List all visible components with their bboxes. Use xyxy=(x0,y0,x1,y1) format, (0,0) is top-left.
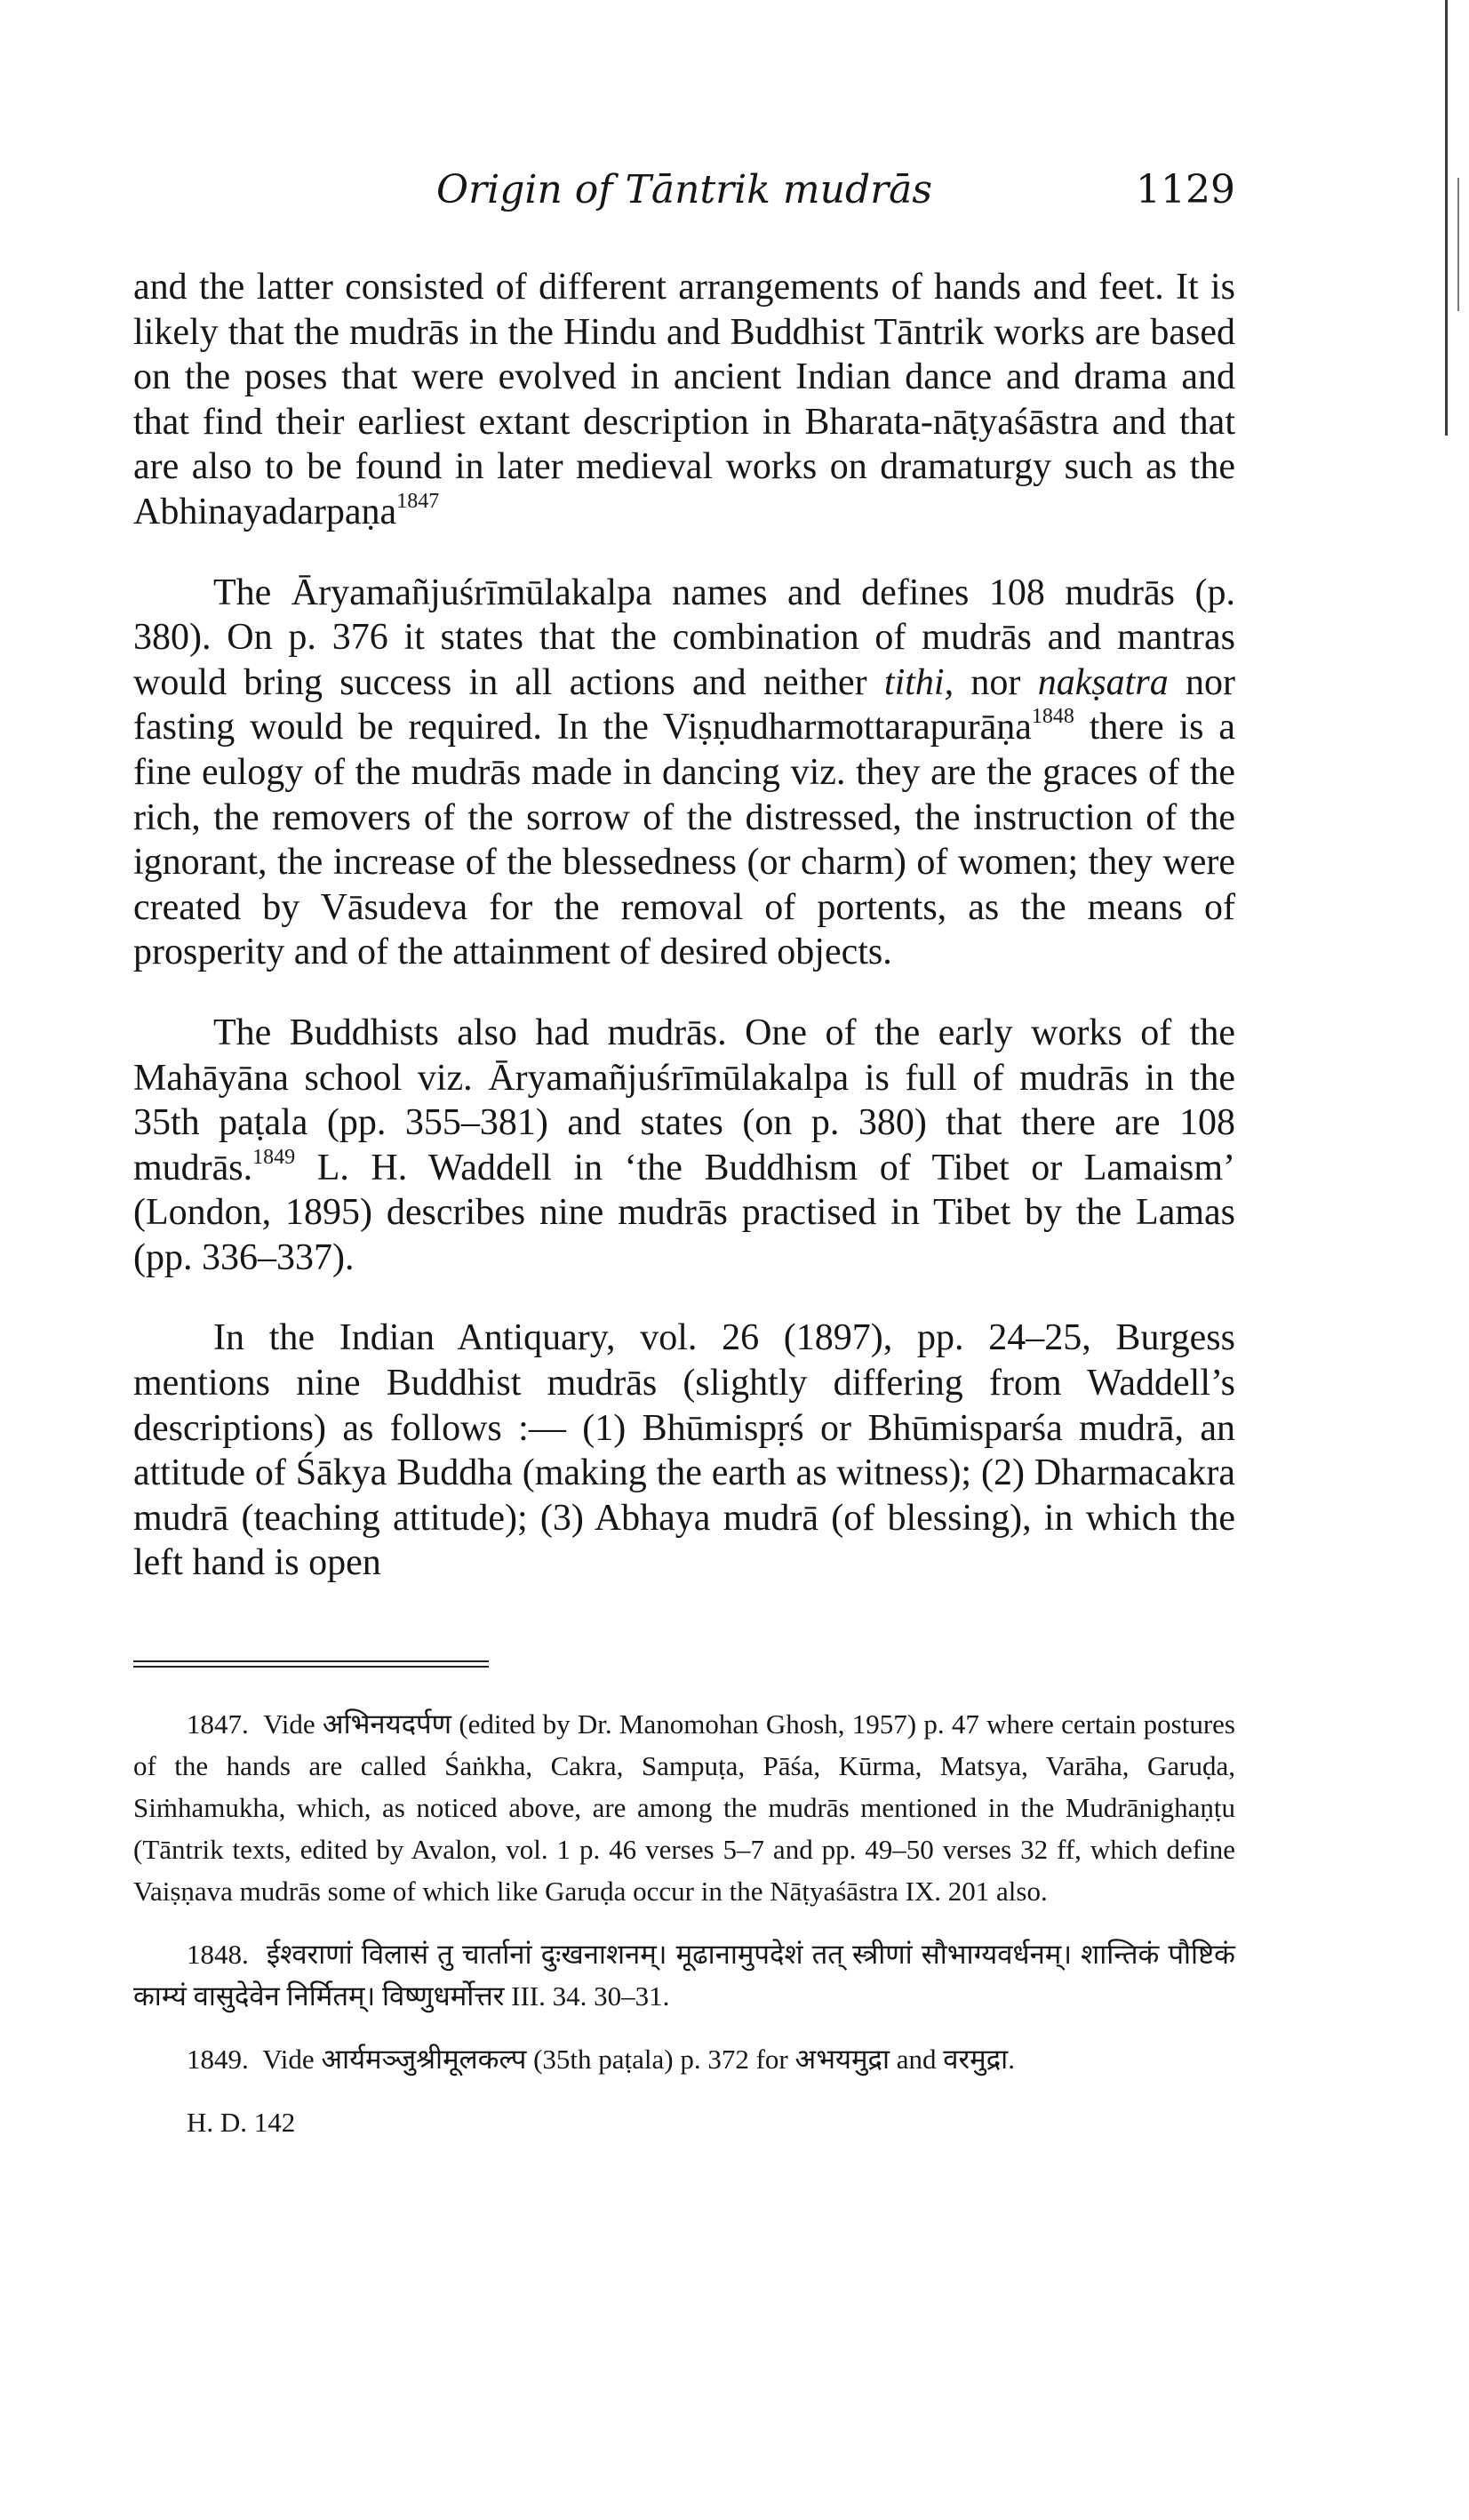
main-text xyxy=(133,265,1235,1621)
page-edge-line xyxy=(1445,0,1448,436)
footnote-number: 1847. xyxy=(187,1708,249,1740)
footnote-number: 1848. xyxy=(187,1939,249,1970)
footnote-ref: 1848 xyxy=(1031,705,1074,729)
running-header xyxy=(133,167,1235,220)
paragraph: The Āryamañjuśrīmūlakalpa names and defines 108 mudrās (p. 380). On p. 376 it states that the combination of mudrās and mantras would bring success in all actions and neither tithi, nor nakṣatra nor fasting would be required. In the Viṣṇudharmottarapurāṇa$^{1848}$ there is a fine eulogy of the mudrās made in dancing viz. they are the graces of the rich, the removers of the sorrow of the distressed, the instruction of the ignorant, the increase of the blessedness (or charm) of women; they were created by Vāsudeva for the removal of portents, as the means of prosperity and of the attainment of desired objects. xyxy=(133,572,1235,973)
footnote xyxy=(133,2038,1235,2080)
footnote-ref: 1847 xyxy=(396,489,440,513)
footnote-ref: 1849 xyxy=(252,1145,296,1169)
footnote xyxy=(133,1933,1235,2017)
footnote-separator xyxy=(133,1660,489,1668)
paragraph: The Buddhists also had mudrās. One of the early works of the Mahāyāna school viz. Āryamañjuśrīmūlakalpa is full of mudrās in the 35th paṭala (pp. 355–381) and states (on p. 380) that there are 108 mudrās.$^{1849}$ L. H. Waddell in ‘the Buddhism of Tibet or Lamaism’ (London, 1895) describes nine mudrās practised in Tibet by the Lamas (pp. 336–337). xyxy=(133,1012,1235,1278)
footnote-text: Vide अभिनयदर्पण (edited by Dr. Manomohan Ghosh, 1957) p. 47 where certain postures of the hands are called Śaṅkha, Cakra, Sampuṭa, Pāśa, Kūrma, Matsya, Varāha, Garuḍa, Siṁhamukha, which, as noticed above, are among the mudrās mentioned in the Mudrānighaṇṭu (Tāntrik texts, edited by Avalon, vol. 1 p. 46 verses 5–7 and pp. 49–50 verses 32 ff, which define Vaiṣṇava mudrās some of which like Garuḍa occur in the Nāṭyaśāstra IX. 201 also. xyxy=(133,1708,1235,1907)
page-edge-line xyxy=(1457,178,1459,311)
paragraph: In the Indian Antiquary, vol. 26 (1897), pp. 24–25, Burgess mentions nine Buddhist mudrās (slightly differing from Waddell’s descriptions) as follows :— (1) Bhūmispṛś or Bhūmisparśa mudrā, an attitude of Śākya Buddha (making the earth as witness); (2) Dharmacakra mudrā (teaching attitude); (3) Abhaya mudrā (of blessing), in which the left hand is open xyxy=(133,1317,1235,1584)
signature-mark: H. D. 142 xyxy=(187,2107,296,2138)
footnote-text: ईश्वराणां विलासं तु चार्तानां दुःखनाशनम्। मूढानामुपदेशं तत् स्त्रीणां सौभाग्यवर्धनम्। शान्तिकं पौष्टिकं काम्यं वासुदेवेन निर्मितम्। विष्णुधर्मोत्तर III. 34. 30–31. xyxy=(133,1939,1235,2012)
footnote-number: 1849. xyxy=(187,2044,249,2075)
page-number: 1129 xyxy=(1136,167,1235,212)
paragraph: and the latter consisted of different arrangements of hands and feet. It is likely that the mudrās in the Hindu and Buddhist Tāntrik works are based on the poses that were evolved in ancient Indian dance and drama and that find their earliest extant description in Bharata-nāṭyaśāstra and that are also to be found in later medieval works on dramaturgy such as the Abhinayadarpaṇa$^{1847}$ xyxy=(133,267,1235,532)
footnotes xyxy=(133,1703,1235,2164)
footnote-text: Vide आर्यमञ्जुश्रीमूलकल्प (35th paṭala) p. 372 for अभयमुद्रा and वरमुद्रा. xyxy=(262,2044,1015,2075)
footnote xyxy=(133,1703,1235,1912)
running-title: Origin of Tāntrik mudrās xyxy=(436,167,932,212)
